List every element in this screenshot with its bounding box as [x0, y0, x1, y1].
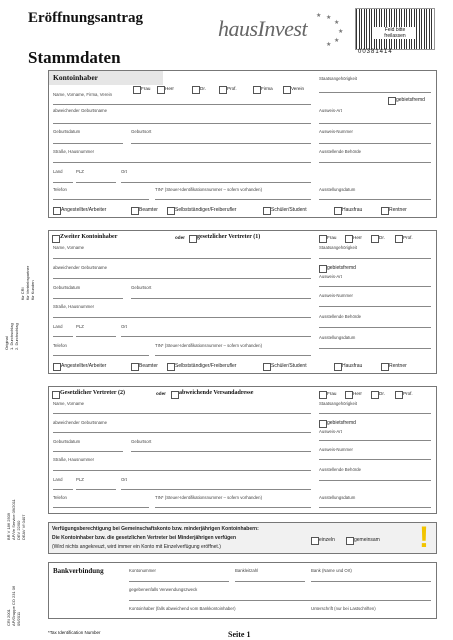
label-telefon: Telefon [53, 343, 67, 348]
verf-line3: (Wird nichts angekreuzt, wird immer ein Konto mit Einzelverfügung eröffnet.) [52, 544, 221, 550]
option-gebietsfremd: gebietsfremd [327, 420, 356, 426]
checkbox-beamter[interactable] [131, 207, 139, 215]
option-frau: Frau [141, 86, 151, 91]
checkbox-selbststaendiger[interactable] [167, 363, 175, 371]
checkbox-prof[interactable] [395, 391, 403, 399]
land-field[interactable] [53, 336, 73, 337]
section-kontoinhaber [48, 70, 437, 218]
checkbox-rentner[interactable] [381, 363, 389, 371]
option-selbststaendiger: Selbstständiger/Freiberufler [175, 363, 237, 369]
checkbox-gebietsfremd[interactable] [319, 265, 327, 273]
label-land: Land [53, 477, 63, 482]
option-beamter: Beamter [139, 363, 158, 369]
checkbox-dr[interactable] [371, 391, 379, 399]
label-geburtsname: abweichender Geburtsname [53, 420, 107, 425]
option-rentner: Rentner [389, 207, 407, 213]
land-field[interactable] [53, 182, 73, 183]
ausweisnummer-field[interactable] [319, 459, 431, 460]
label-name: Name, Vorname [53, 245, 85, 250]
option-hausfrau: Hausfrau [342, 363, 363, 369]
ausweisnummer-field[interactable] [319, 306, 431, 307]
label-ort: Ort [121, 169, 127, 174]
label-telefon: Telefon [53, 187, 67, 192]
label-tin: TIN* (Steuer-Identifikationsnummer – sofern vorhanden) [155, 187, 262, 192]
page-number: Seite 1 [228, 630, 251, 639]
ausweisart-field[interactable] [319, 286, 431, 287]
geburtsort-field[interactable] [131, 143, 311, 144]
label-plz: PLZ [76, 477, 84, 482]
form-title: Eröffnungsantrag [28, 10, 144, 26]
label-geburtsname: abweichender Geburtsname [53, 108, 107, 113]
oder-label: oder [175, 235, 185, 240]
checkbox-gesetzlicher-vertreter-2[interactable] [52, 391, 60, 399]
label-kontoinhaber: Kontoinhaber (falls abweichend vom Bankkontoinhaber) [129, 606, 236, 611]
section-verfuegungsberechtigung [48, 522, 437, 554]
ausweisart-field[interactable] [319, 440, 431, 441]
label-land: Land [53, 169, 63, 174]
checkbox-gemeinsam[interactable] [346, 537, 354, 545]
checkbox-hausfrau[interactable] [334, 363, 342, 371]
label-ausweisart: Ausweis-Art [319, 429, 342, 434]
option-angestellter: Angestellter/Arbeiter [61, 363, 107, 369]
option-gemeinsam: gemeinsam [354, 537, 380, 543]
verf-line1: Verfügungsberechtigung bei Gemeinschaftskonto bzw. minderjährigen Kontoinhabern: [52, 526, 259, 532]
logo-text: hausInvest [218, 16, 308, 41]
bank-field[interactable] [311, 581, 431, 582]
side-recipient-labels: für CRI für Vertriebspartner für Kunden [20, 265, 35, 300]
option-hausfrau: Hausfrau [342, 207, 363, 213]
label-verwendungszweck: gegebenenfalls Verwendungszweck [129, 587, 198, 592]
label-bankleitzahl: Bankleitzahl [235, 568, 259, 573]
option-schueler: Schüler/Student [271, 363, 307, 369]
label-geburtsdatum: Geburtsdatum [53, 129, 81, 134]
label-geburtsort: Geburtsort [131, 129, 152, 134]
strasse-field[interactable] [53, 317, 311, 318]
oder-label: oder [156, 391, 166, 396]
ort-field[interactable] [121, 336, 311, 337]
checkbox-herr[interactable] [345, 391, 353, 399]
checkbox-angestellter[interactable] [53, 363, 61, 371]
checkbox-verein[interactable] [283, 86, 291, 94]
page-subtitle: Stammdaten [28, 48, 121, 67]
label-name: Name, Vorname, Firma, Verein [53, 92, 112, 97]
ausstellungsdatum-field[interactable] [319, 507, 431, 508]
label-land: Land [53, 324, 63, 329]
barcode-number: 00381414 [358, 49, 393, 55]
telefon-field[interactable] [53, 355, 149, 356]
kontonummer-field[interactable] [129, 581, 229, 582]
name-field[interactable] [53, 413, 311, 414]
telefon-field[interactable] [53, 507, 149, 508]
geburtsname-field[interactable] [53, 278, 311, 279]
label-ausstellungsdatum: Ausstellungsdatum [319, 187, 356, 192]
name-field[interactable] [53, 104, 311, 105]
checkbox-versandadresse[interactable] [171, 391, 179, 399]
label-tin: TIN* (Steuer-Identifikationsnummer – sofern vorhanden) [155, 343, 262, 348]
label-geburtsname: abweichender Geburtsname [53, 265, 107, 270]
label-behoerde: Ausstellende Behörde [319, 149, 362, 154]
label-strasse: Straße, Hausnummer [53, 149, 95, 154]
option-dr: Dr. [379, 235, 385, 240]
option-verein: Verein [291, 86, 305, 91]
label-tin: TIN* (Steuer-Identifikationsnummer – sofern vorhanden) [155, 495, 262, 500]
section-gesetzlicher-vertreter-2 [48, 386, 437, 514]
geburtsdatum-field[interactable] [53, 143, 123, 144]
option-einzeln: einzeln [319, 537, 335, 543]
checkbox-herr[interactable] [345, 235, 353, 243]
label-bank: Bank (Name und Ort) [311, 568, 352, 573]
geburtsdatum-field[interactable] [53, 451, 123, 452]
label-plz: PLZ [76, 324, 84, 329]
label-geburtsort: Geburtsort [131, 439, 152, 444]
checkbox-schueler[interactable] [263, 207, 271, 215]
checkbox-selbststaendiger[interactable] [167, 207, 175, 215]
checkbox-dr[interactable] [371, 235, 379, 243]
option-beamter: Beamter [139, 207, 158, 213]
label-ausweisnummer: Ausweis-Nummer [319, 293, 353, 298]
checkbox-frau[interactable] [133, 86, 141, 94]
checkbox-frau[interactable] [319, 235, 327, 243]
verwendungszweck-field[interactable] [129, 600, 431, 601]
plz-field[interactable] [76, 182, 116, 183]
option-gebietsfremd: gebietsfremd [327, 265, 356, 271]
label-staatsangehoerigkeit: Staatsangehörigkeit [319, 76, 357, 81]
label-ausstellungsdatum: Ausstellungsdatum [319, 495, 356, 500]
section-title: Zweiter Kontoinhaber [60, 234, 118, 240]
tin-field[interactable] [155, 507, 311, 508]
checkbox-gesetzlicher-vertreter-1[interactable] [189, 235, 197, 243]
staat-field[interactable] [319, 258, 431, 259]
label-geburtsort: Geburtsort [131, 285, 152, 290]
option-dr: Dr. [379, 391, 385, 396]
section-title: Bankverbindung [53, 567, 104, 575]
label-staatsangehoerigkeit: Staatsangehörigkeit [319, 401, 357, 406]
geburtsort-field[interactable] [131, 298, 311, 299]
label-telefon: Telefon [53, 495, 67, 500]
section-title-2: gesetzlicher Vertreter (1) [197, 234, 261, 240]
plz-field[interactable] [76, 336, 116, 337]
label-behoerde: Ausstellende Behörde [319, 467, 362, 472]
name-field[interactable] [53, 258, 311, 259]
plz-field[interactable] [76, 489, 116, 490]
option-prof: Prof. [227, 86, 237, 91]
label-ausstellungsdatum: Ausstellungsdatum [319, 335, 356, 340]
bankleitzahl-field[interactable] [235, 581, 305, 582]
label-staatsangehoerigkeit: Staatsangehörigkeit [319, 245, 357, 250]
checkbox-angestellter[interactable] [53, 207, 61, 215]
option-firma: Firma [261, 86, 273, 91]
label-ausweisart: Ausweis-Art [319, 274, 342, 279]
section-title-2: abweichende Versandadresse [179, 390, 254, 396]
label-ausweisnummer: Ausweis-Nummer [319, 447, 353, 452]
strasse-field[interactable] [53, 162, 311, 163]
behoerde-field[interactable] [319, 480, 431, 481]
label-strasse: Straße, Hausnummer [53, 304, 95, 309]
geburtsdatum-field[interactable] [53, 298, 123, 299]
ausstellungsdatum-field[interactable] [319, 348, 431, 349]
telefon-field[interactable] [53, 199, 149, 200]
barcode [355, 8, 435, 50]
option-prof: Prof. [403, 391, 413, 396]
label-ausweisnummer: Ausweis-Nummer [319, 129, 353, 134]
checkbox-frau[interactable] [319, 391, 327, 399]
section-title: Gesetzlicher Vertreter (2) [60, 390, 125, 396]
option-selbststaendiger: Selbstständiger/Freiberufler [175, 207, 237, 213]
option-prof: Prof. [403, 235, 413, 240]
label-ort: Ort [121, 477, 127, 482]
side-copy-labels: Original 1. Durchschlag 2. Durchschlag [4, 323, 19, 350]
geburtsort-field[interactable] [131, 451, 311, 452]
option-herr: Herr [165, 86, 174, 91]
ausweisnummer-field[interactable] [319, 143, 431, 144]
label-geburtsdatum: Geburtsdatum [53, 285, 81, 290]
label-name: Name, Vorname [53, 401, 85, 406]
ort-field[interactable] [121, 182, 311, 183]
label-strasse: Straße, Hausnummer [53, 457, 95, 462]
label-ort: Ort [121, 324, 127, 329]
label-kontonummer: Kontonummer [129, 568, 156, 573]
strasse-field[interactable] [53, 470, 311, 471]
label-geburtsdatum: Geburtsdatum [53, 439, 81, 444]
checkbox-hausfrau[interactable] [334, 207, 342, 215]
tin-field[interactable] [155, 355, 311, 356]
logo-stars: ★ ★ ★ ★ ★ ★ [316, 13, 344, 48]
option-herr: Herr [353, 391, 362, 396]
checkbox-dr[interactable] [192, 86, 200, 94]
option-gebietsfremd: gebietsfremd [396, 97, 425, 103]
checkbox-prof[interactable] [219, 86, 227, 94]
checkbox-beamter[interactable] [131, 363, 139, 371]
section-zweiter-kontoinhaber [48, 230, 437, 374]
geburtsname-field[interactable] [53, 123, 311, 124]
verf-line2: Die Kontoinhaber bzw. die gesetzlichen Vertreter bei Minderjährigen verfügen [52, 535, 237, 541]
checkbox-rentner[interactable] [381, 207, 389, 215]
checkbox-einzeln[interactable] [311, 537, 319, 545]
option-herr: Herr [353, 235, 362, 240]
side-reference-codes: BR V 186 2509 AP/Ve Service 09/2011 DEV 22/00 DEAV Vf 0407 [6, 499, 26, 540]
section-bankverbindung [48, 562, 437, 619]
option-frau: Frau [327, 391, 337, 396]
behoerde-field[interactable] [319, 327, 431, 328]
label-behoerde: Ausstellende Behörde [319, 314, 362, 319]
label-ausweisart: Ausweis-Art [319, 108, 342, 113]
option-angestellter: Angestellter/Arbeiter [61, 207, 107, 213]
land-field[interactable] [53, 489, 73, 490]
option-frau: Frau [327, 235, 337, 240]
checkbox-gebietsfremd[interactable] [388, 97, 396, 105]
tin-field[interactable] [155, 199, 311, 200]
side-form-codes: CRI 2001 AP/Gruppe CO 231 06 09/2011 [6, 585, 21, 626]
staat-field[interactable] [319, 92, 431, 93]
option-dr: Dr. [200, 86, 206, 91]
barcode-label: Feld bitte freilassen [374, 27, 416, 39]
label-unterschrift: Unterschrift (nur bei Lastschriften) [311, 606, 376, 611]
footnote: *Tax Identification Number [48, 630, 101, 635]
behoerde-field[interactable] [319, 162, 431, 163]
geburtsname-field[interactable] [53, 432, 311, 433]
checkbox-prof[interactable] [395, 235, 403, 243]
checkbox-herr[interactable] [157, 86, 165, 94]
warning-exclamation-icon: ! [419, 521, 429, 554]
checkbox-schueler[interactable] [263, 363, 271, 371]
checkbox-zweiter-kontoinhaber[interactable] [52, 235, 60, 243]
ausstellungsdatum-field[interactable] [319, 199, 431, 200]
brand-logo [218, 16, 307, 42]
checkbox-gebietsfremd[interactable] [319, 420, 327, 428]
ort-field[interactable] [121, 489, 311, 490]
option-schueler: Schüler/Student [271, 207, 307, 213]
label-plz: PLZ [76, 169, 84, 174]
section-title: Kontoinhaber [49, 71, 163, 85]
checkbox-firma[interactable] [253, 86, 261, 94]
staat-field[interactable] [319, 413, 431, 414]
option-rentner: Rentner [389, 363, 407, 369]
ausweisart-field[interactable] [319, 123, 431, 124]
